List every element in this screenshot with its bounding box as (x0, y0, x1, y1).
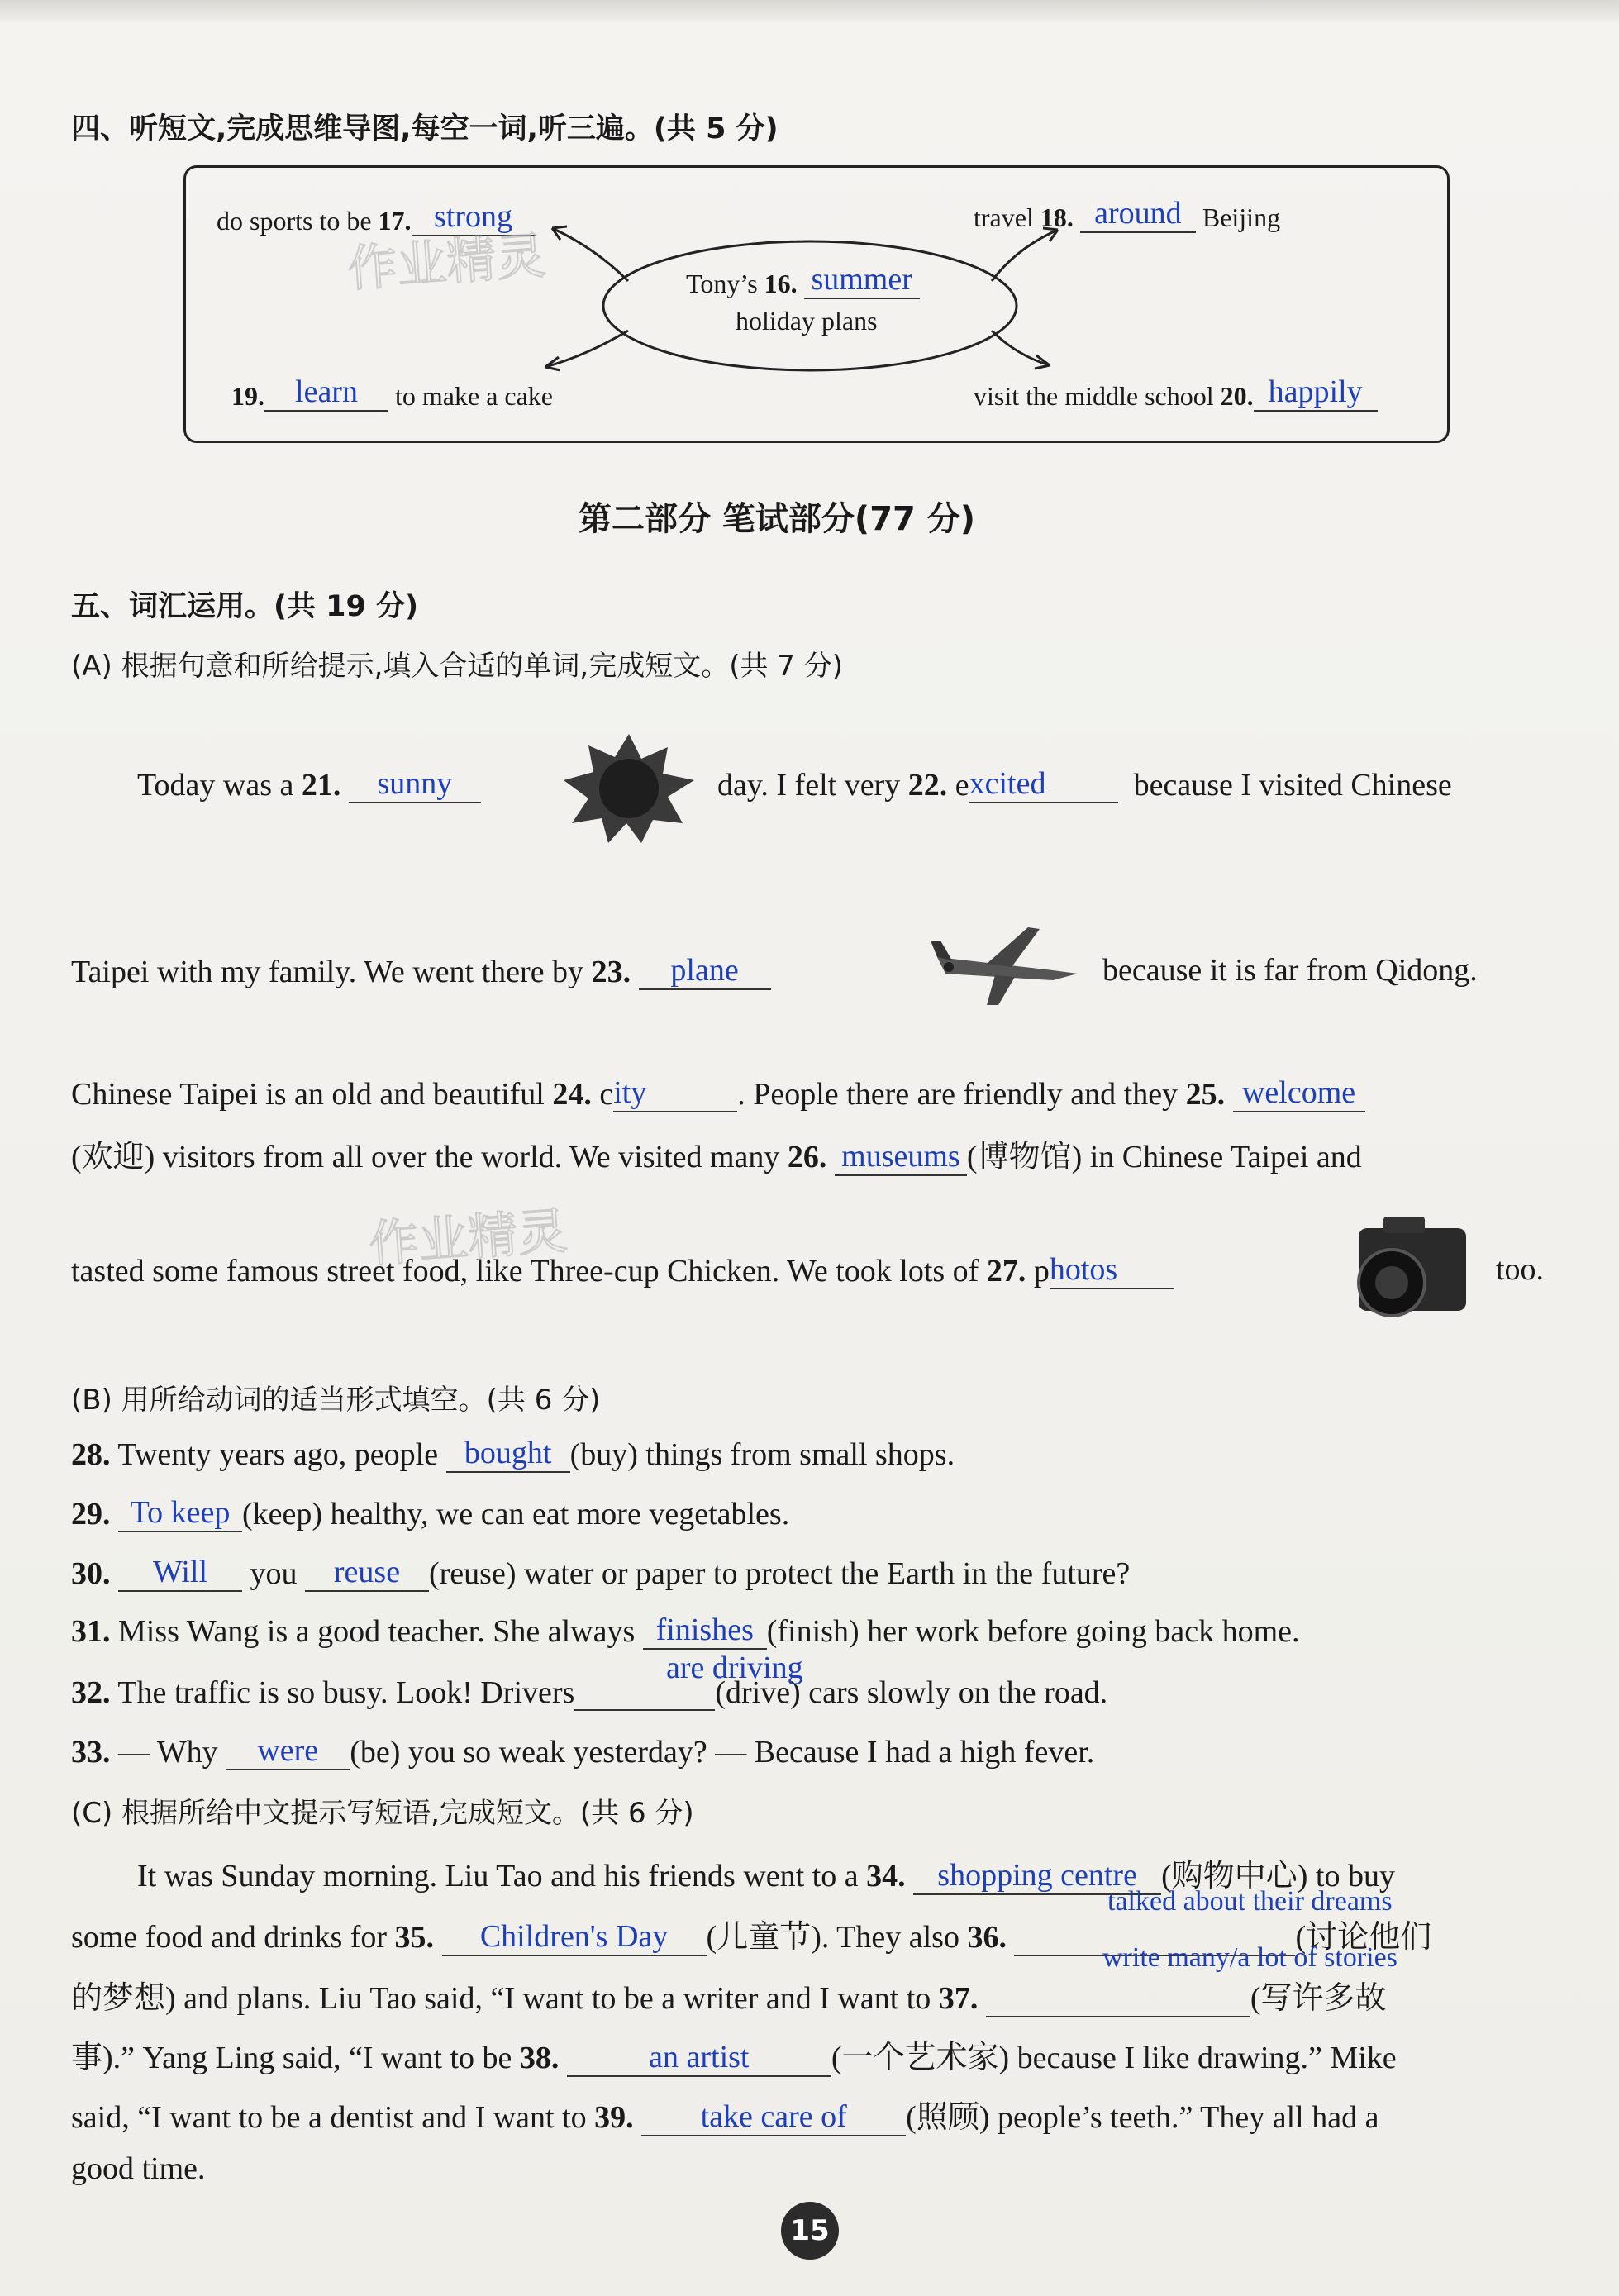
partA-line4: (欢迎) visitors from all over the world. We visited many 26. museums (博物馆) in Chinese Taipei and (71, 1139, 1362, 1174)
mindmap-center-label: Tony’s 16. summer (686, 261, 920, 299)
mindmap-center-label2: holiday plans (736, 306, 878, 336)
partC-line2: some food and drinks for 35. Children's Day (儿童节). They also 36. (讨论他们 (71, 1919, 1432, 1955)
partC-line5: said, “I want to be a dentist and I want to 39. take care of (照顾) people’s teeth.” They all had a (71, 2099, 1379, 2135)
answer-39[interactable]: take care of (700, 2099, 847, 2134)
mindmap-branch-19: 19. learn to make a cake (231, 374, 553, 411)
partA-line3: Chinese Taipei is an old and beautiful 24. city . People there are friendly and they 25. welcome (71, 1074, 1365, 1112)
part2-title: 第二部分 笔试部分(77 分) (579, 500, 976, 538)
answer-22[interactable]: xcited (969, 766, 1046, 801)
answer-24[interactable]: ity (613, 1075, 647, 1110)
answer-34[interactable]: shopping centre (937, 1858, 1137, 1893)
partC-line1: It was Sunday morning. Liu Tao and his friends went to a 34. shopping centre (购物中心) to buy (137, 1858, 1395, 1893)
answer-17[interactable]: strong (434, 199, 513, 234)
section4-heading: 四、听短文,完成思维导图,每空一词,听三遍。(共 5 分) (71, 112, 779, 145)
answer-29[interactable]: To keep (130, 1495, 231, 1530)
answer-19[interactable]: learn (295, 374, 358, 409)
arrow-17 (552, 228, 628, 281)
answer-25[interactable]: welcome (1241, 1075, 1356, 1110)
watermark-middle: 作业精灵 (367, 1202, 569, 1274)
partA-line2-a: Taipei with my family. We went there by 23. plane (71, 952, 771, 990)
partB-heading: (B) 用所给动词的适当形式填空。(共 6 分) (71, 1384, 601, 1417)
partC-heading: (C) 根据所给中文提示写短语,完成短文。(共 6 分) (71, 1797, 694, 1830)
partA-heading: (A) 根据句意和所给提示,填入合适的单词,完成短文。(共 7 分) (71, 650, 843, 683)
question-31: 31. Miss Wang is a good teacher. She always finishes (finish) her work before going back home. (71, 1612, 1300, 1649)
mindmap-branch-18: travel 18. around Beijing (974, 196, 1281, 232)
camera-icon (1342, 1212, 1474, 1327)
answer-30b[interactable]: reuse (333, 1555, 401, 1589)
question-32: 32. The traffic is so busy. Look! Drivers (drive) cars slowly on the road. (71, 1673, 1107, 1711)
answer-32[interactable]: are driving (666, 1651, 803, 1685)
mindmap-branch-17: do sports to be 17. strong (217, 198, 536, 236)
answer-27[interactable]: hotos (1049, 1252, 1118, 1287)
answer-21[interactable]: sunny (377, 766, 453, 801)
answer-18[interactable]: around (1094, 196, 1182, 231)
partC-line4: 事).” Yang Ling said, “I want to be 38. an artist (一个艺术家) because I like drawing.” Mike (71, 2040, 1397, 2075)
partC-line3: 的梦想) and plans. Liu Tao said, “I want to be a writer and I want to 37. (写许多故 (71, 1981, 1387, 2016)
answer-35[interactable]: Children's Day (479, 1919, 669, 1954)
answer-33[interactable]: were (257, 1733, 319, 1768)
partA-line5: tasted some famous street food, like Three-cup Chicken. We took lots of 27. photos (71, 1251, 1174, 1289)
answer-28[interactable]: bought (464, 1436, 552, 1470)
partA-line2-b: because it is far from Qidong. (1102, 953, 1478, 988)
question-30: 30. Will you reuse (reuse) water or paper to protect the Earth in the future? (71, 1555, 1131, 1591)
section5-heading: 五、词汇运用。(共 19 分) (71, 590, 419, 623)
partC-line6: good time. (71, 2151, 206, 2186)
answer-23[interactable]: plane (670, 953, 739, 988)
sun-icon (559, 731, 699, 846)
watermark-top: 作业精灵 (345, 226, 548, 299)
question-28: 28. Twenty years ago, people bought (buy) things from small shops. (71, 1436, 955, 1472)
mindmap-branch-20: visit the middle school 20. happily (974, 374, 1378, 412)
answer-31[interactable]: finishes (655, 1612, 754, 1647)
page-number: 15 (781, 2202, 839, 2260)
partA-line1-a: Today was a 21. sunny (137, 765, 481, 803)
arrow-18 (992, 230, 1058, 281)
answer-26[interactable]: museums (841, 1139, 960, 1174)
partA-line1-b: day. I felt very 22. excited because I visited Chinese (717, 766, 1452, 803)
question-33: 33. — Why were (be) you so weak yesterday? — Because I had a high fever. (71, 1733, 1095, 1770)
partA-line5-b: too. (1496, 1252, 1545, 1287)
answer-37[interactable]: write many/a lot of stories (1102, 1942, 1398, 1973)
answer-36[interactable]: talked about their dreams (1107, 1886, 1393, 1917)
answer-16[interactable]: summer (811, 262, 912, 297)
answer-30a[interactable]: Will (152, 1555, 208, 1589)
answer-38[interactable]: an artist (649, 2040, 750, 2074)
arrow-19 (545, 331, 628, 367)
question-29: 29. To keep (keep) healthy, we can eat more vegetables. (71, 1495, 790, 1531)
airplane-icon (929, 922, 1086, 1013)
answer-20[interactable]: happily (1268, 374, 1363, 409)
